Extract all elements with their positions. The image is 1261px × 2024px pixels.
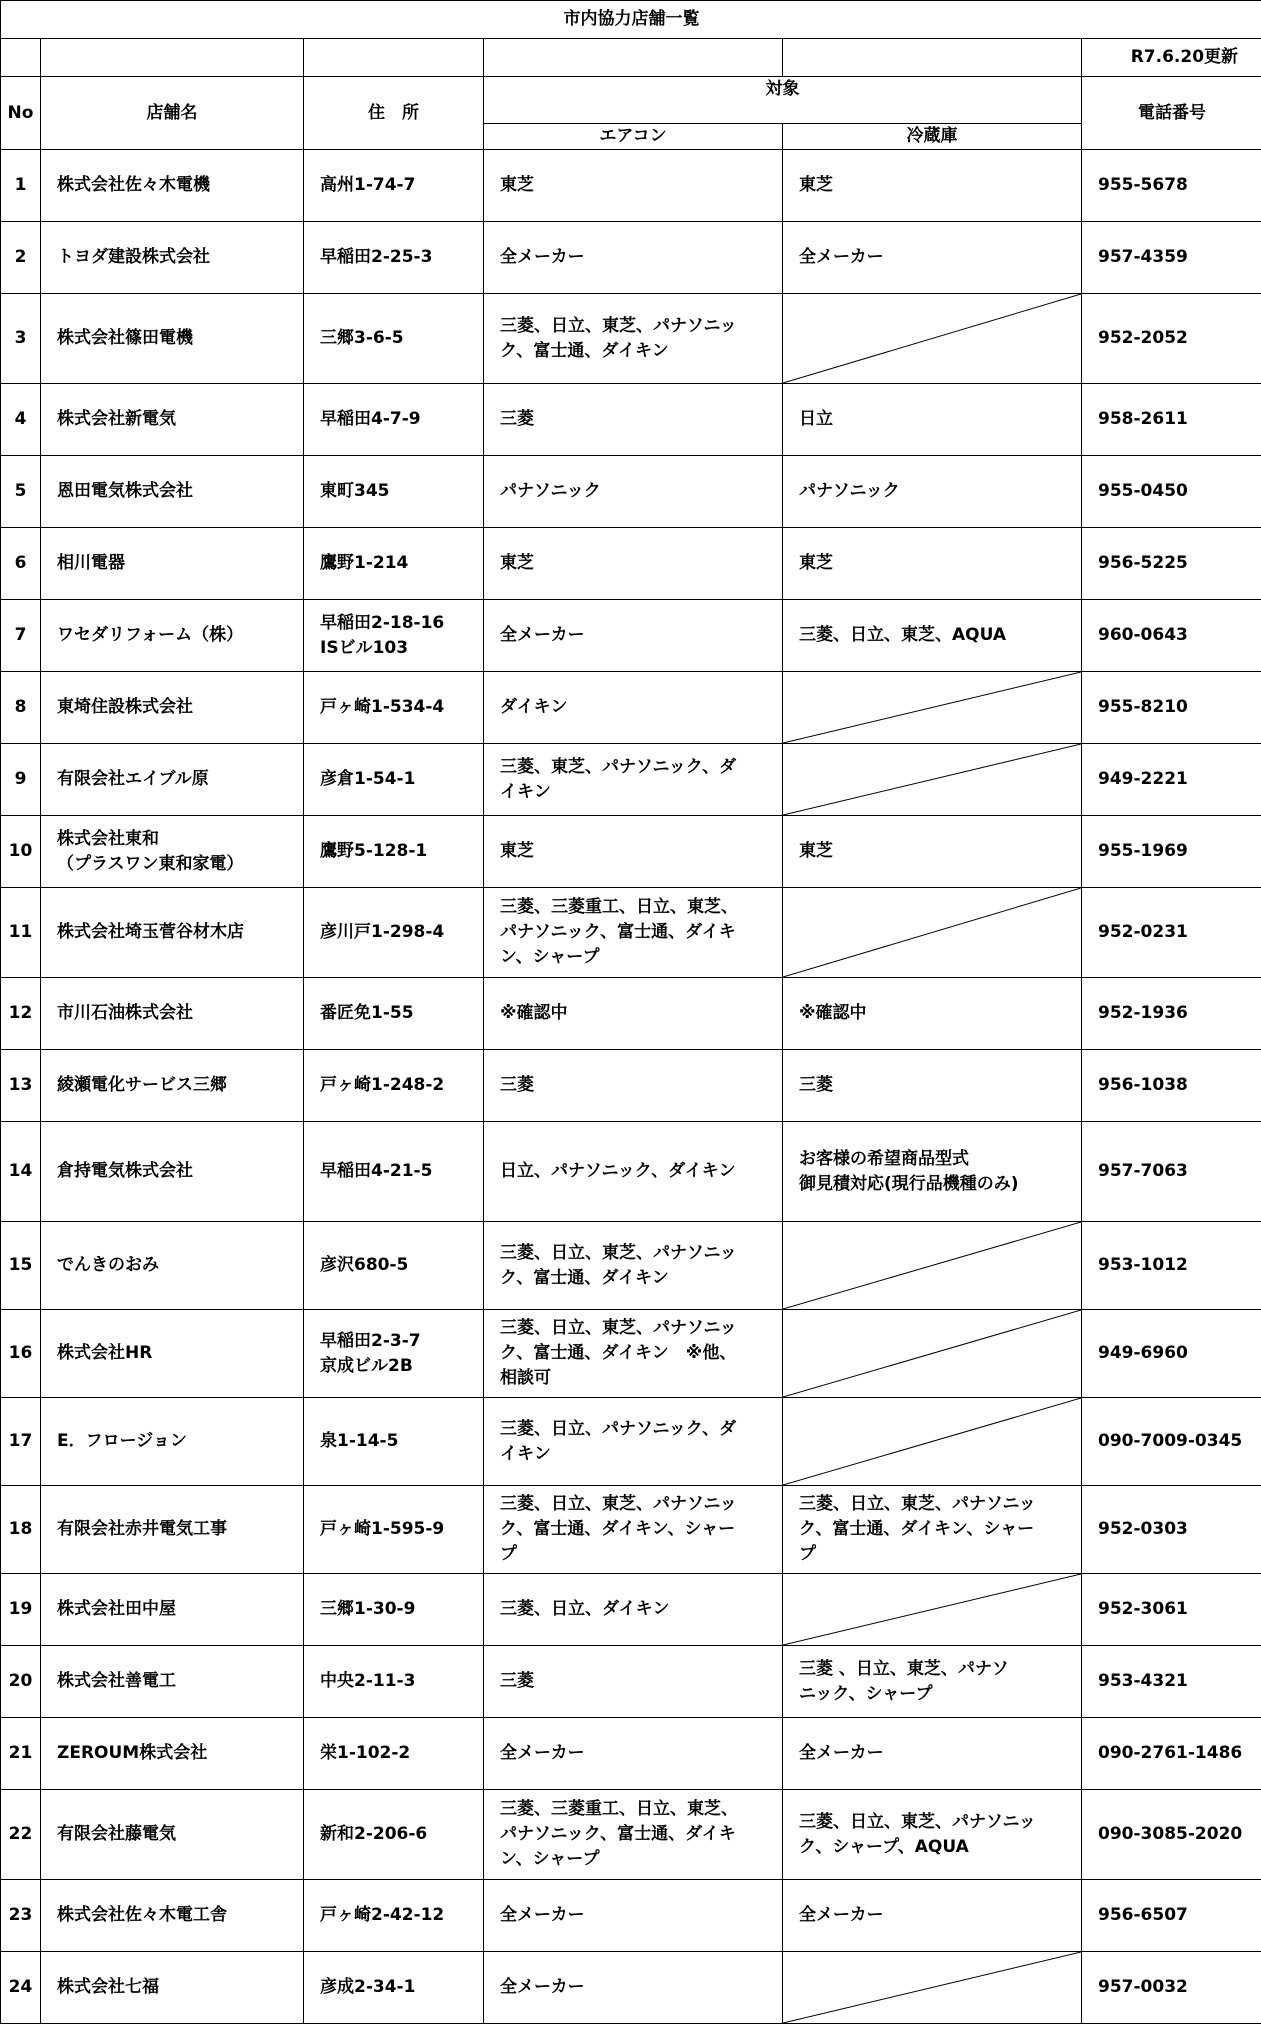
phone-number: 952-3061 — [1082, 1574, 1261, 1646]
fridge-makers: 三菱 、日立、東芝、パナソ ニック、シャープ — [783, 1646, 1082, 1718]
phone-number: 952-0231 — [1082, 888, 1261, 978]
store-name: ZEROUM株式会社 — [41, 1718, 304, 1790]
store-address: 三郷1-30-9 — [304, 1574, 484, 1646]
store-name: 有限会社エイブル原 — [41, 744, 304, 816]
fridge-not-applicable — [783, 1952, 1082, 2024]
store-address: 戸ヶ崎1-248-2 — [304, 1050, 484, 1122]
aircon-makers: 三菱、日立、東芝、パナソニッ ク、富士通、ダイキン — [484, 294, 783, 384]
store-address: 三郷3-6-5 — [304, 294, 484, 384]
aircon-makers: 東芝 — [484, 528, 783, 600]
aircon-makers: 全メーカー — [484, 222, 783, 294]
row-no: 24 — [1, 1952, 41, 2024]
row-no: 3 — [1, 294, 41, 384]
store-name: 株式会社善電工 — [41, 1646, 304, 1718]
row-no: 20 — [1, 1646, 41, 1718]
aircon-makers: 全メーカー — [484, 600, 783, 672]
fridge-makers: 全メーカー — [783, 222, 1082, 294]
table-row — [1, 888, 1261, 978]
diagonal-slash — [783, 744, 1081, 815]
store-address: 番匠免1-55 — [304, 978, 484, 1050]
table-row — [1, 1122, 1261, 1222]
store-name: でんきのおみ — [41, 1222, 304, 1310]
diagonal-line — [783, 744, 1081, 815]
phone-number: 953-1012 — [1082, 1222, 1261, 1310]
table-row — [1, 1718, 1261, 1790]
aircon-makers: 全メーカー — [484, 1718, 783, 1790]
aircon-makers: 日立、パナソニック、ダイキン — [484, 1122, 783, 1222]
store-address: 高州1-74-7 — [304, 150, 484, 222]
phone-number: 955-8210 — [1082, 672, 1261, 744]
aircon-makers: 東芝 — [484, 150, 783, 222]
diagonal-slash — [783, 672, 1081, 743]
table-row — [1, 1222, 1261, 1310]
store-name: 株式会社東和 （プラスワン東和家電） — [41, 816, 304, 888]
header-address: 住 所 — [304, 77, 484, 150]
fridge-not-applicable — [783, 1310, 1082, 1398]
row-no: 21 — [1, 1718, 41, 1790]
phone-number: 953-4321 — [1082, 1646, 1261, 1718]
store-address: 彦成2-34-1 — [304, 1952, 484, 2024]
phone-number: 090-3085-2020 — [1082, 1790, 1261, 1880]
store-name: 株式会社佐々木電工舎 — [41, 1880, 304, 1952]
store-address: 早稲田2-25-3 — [304, 222, 484, 294]
diagonal-slash — [783, 1398, 1081, 1485]
table-row — [1, 1952, 1261, 2024]
store-address: 鷹野5-128-1 — [304, 816, 484, 888]
header-name: 店舗名 — [41, 77, 304, 150]
diagonal-line — [783, 1310, 1081, 1397]
store-name: 株式会社HR — [41, 1310, 304, 1398]
fridge-makers: 日立 — [783, 384, 1082, 456]
table-row — [1, 1050, 1261, 1122]
store-name: 倉持電気株式会社 — [41, 1122, 304, 1222]
diagonal-line — [783, 1398, 1081, 1485]
store-address: 戸ヶ崎1-534-4 — [304, 672, 484, 744]
table-row — [1, 456, 1261, 528]
store-address: 早稲田4-21-5 — [304, 1122, 484, 1222]
phone-number: 960-0643 — [1082, 600, 1261, 672]
table-row — [1, 150, 1261, 222]
row-no: 15 — [1, 1222, 41, 1310]
store-name: 株式会社新電気 — [41, 384, 304, 456]
fridge-not-applicable — [783, 1574, 1082, 1646]
fridge-makers: 三菱、日立、東芝、パナソニッ ク、シャープ、AQUA — [783, 1790, 1082, 1880]
aircon-makers: 全メーカー — [484, 1952, 783, 2024]
phone-number: 957-0032 — [1082, 1952, 1261, 2024]
store-address: 早稲田2-18-16 ISビル103 — [304, 600, 484, 672]
phone-number: 952-1936 — [1082, 978, 1261, 1050]
table-row — [1, 744, 1261, 816]
store-name: 綾瀬電化サービス三郷 — [41, 1050, 304, 1122]
fridge-not-applicable — [783, 1222, 1082, 1310]
aircon-makers: 三菱、日立、東芝、パナソニッ ク、富士通、ダイキン、シャー プ — [484, 1486, 783, 1574]
fridge-not-applicable — [783, 294, 1082, 384]
store-name: 株式会社篠田電機 — [41, 294, 304, 384]
row-no: 4 — [1, 384, 41, 456]
phone-number: 952-2052 — [1082, 294, 1261, 384]
table-row — [1, 1646, 1261, 1718]
fridge-makers: 全メーカー — [783, 1718, 1082, 1790]
diagonal-line — [783, 672, 1081, 743]
phone-number: 090-2761-1486 — [1082, 1718, 1261, 1790]
table-row — [1, 1398, 1261, 1486]
store-name: 東埼住設株式会社 — [41, 672, 304, 744]
row-no: 1 — [1, 150, 41, 222]
store-name: 株式会社田中屋 — [41, 1574, 304, 1646]
aircon-makers: 三菱 — [484, 1646, 783, 1718]
diagonal-slash — [783, 1222, 1081, 1309]
fridge-makers: 三菱、日立、東芝、AQUA — [783, 600, 1082, 672]
header-no: No — [1, 77, 41, 150]
updated-date: R7.6.20更新 — [1082, 39, 1261, 77]
fridge-makers: 東芝 — [783, 816, 1082, 888]
table-row — [1, 1310, 1261, 1398]
store-name: 恩田電気株式会社 — [41, 456, 304, 528]
store-name: 株式会社佐々木電機 — [41, 150, 304, 222]
aircon-makers: 三菱、三菱重工、日立、東芝、 パナソニック、富士通、ダイキ ン、シャープ — [484, 888, 783, 978]
aircon-makers: 三菱、三菱重工、日立、東芝、 パナソニック、富士通、ダイキ ン、シャープ — [484, 1790, 783, 1880]
fridge-makers: 三菱 — [783, 1050, 1082, 1122]
aircon-makers: 全メーカー — [484, 1880, 783, 1952]
row-no: 18 — [1, 1486, 41, 1574]
aircon-makers: ダイキン — [484, 672, 783, 744]
row-no: 14 — [1, 1122, 41, 1222]
fridge-makers: 東芝 — [783, 528, 1082, 600]
table-row — [1, 600, 1261, 672]
header-target: 対象 — [484, 77, 1082, 124]
phone-number: 090-7009-0345 — [1082, 1398, 1261, 1486]
fridge-not-applicable — [783, 1398, 1082, 1486]
fridge-makers: お客様の希望商品型式 御見積対応(現行品機種のみ) — [783, 1122, 1082, 1222]
aircon-makers: ※確認中 — [484, 978, 783, 1050]
phone-number: 956-5225 — [1082, 528, 1261, 600]
table-row — [1, 1790, 1261, 1880]
phone-number: 956-1038 — [1082, 1050, 1261, 1122]
title-row — [1, 1, 1261, 39]
table-row — [1, 978, 1261, 1050]
fridge-makers: 東芝 — [783, 150, 1082, 222]
aircon-makers: 三菱、日立、パナソニック、ダ イキン — [484, 1398, 783, 1486]
table-row — [1, 1880, 1261, 1952]
row-no: 7 — [1, 600, 41, 672]
header-aircon: エアコン — [484, 124, 783, 150]
store-name: 市川石油株式会社 — [41, 978, 304, 1050]
store-address: 早稲田4-7-9 — [304, 384, 484, 456]
row-no: 9 — [1, 744, 41, 816]
row-no: 5 — [1, 456, 41, 528]
store-name: 株式会社埼玉菅谷材木店 — [41, 888, 304, 978]
row-no: 22 — [1, 1790, 41, 1880]
row-no: 19 — [1, 1574, 41, 1646]
store-address: 戸ヶ崎1-595-9 — [304, 1486, 484, 1574]
diagonal-slash — [783, 1952, 1081, 2023]
store-address: 栄1-102-2 — [304, 1718, 484, 1790]
phone-number: 957-4359 — [1082, 222, 1261, 294]
store-name: トヨダ建設株式会社 — [41, 222, 304, 294]
header-row — [1, 77, 1261, 124]
row-no: 17 — [1, 1398, 41, 1486]
store-address: 泉1-14-5 — [304, 1398, 484, 1486]
phone-number: 949-6960 — [1082, 1310, 1261, 1398]
phone-number: 957-7063 — [1082, 1122, 1261, 1222]
store-name: 有限会社藤電気 — [41, 1790, 304, 1880]
aircon-makers: 三菱、日立、東芝、パナソニッ ク、富士通、ダイキン ※他、 相談可 — [484, 1310, 783, 1398]
aircon-makers: 三菱、東芝、パナソニック、ダ イキン — [484, 744, 783, 816]
diagonal-slash — [783, 888, 1081, 977]
fridge-not-applicable — [783, 744, 1082, 816]
store-name: 相川電器 — [41, 528, 304, 600]
aircon-makers: パナソニック — [484, 456, 783, 528]
phone-number: 955-0450 — [1082, 456, 1261, 528]
store-address: 彦沢680-5 — [304, 1222, 484, 1310]
store-name: 株式会社七福 — [41, 1952, 304, 2024]
table-row — [1, 528, 1261, 600]
header-phone: 電話番号 — [1082, 77, 1261, 150]
store-name: E．フロージョン — [41, 1398, 304, 1486]
row-no: 23 — [1, 1880, 41, 1952]
aircon-makers: 三菱、日立、ダイキン — [484, 1574, 783, 1646]
table-row — [1, 222, 1261, 294]
table-row — [1, 1574, 1261, 1646]
store-address: 彦倉1-54-1 — [304, 744, 484, 816]
row-no: 13 — [1, 1050, 41, 1122]
fridge-makers: 三菱、日立、東芝、パナソニッ ク、富士通、ダイキン、シャー プ — [783, 1486, 1082, 1574]
fridge-makers: パナソニック — [783, 456, 1082, 528]
date-row — [1, 39, 1261, 77]
phone-number: 955-5678 — [1082, 150, 1261, 222]
diagonal-line — [783, 888, 1081, 977]
aircon-makers: 三菱 — [484, 384, 783, 456]
row-no: 6 — [1, 528, 41, 600]
diagonal-line — [783, 294, 1081, 383]
table-row — [1, 672, 1261, 744]
fridge-not-applicable — [783, 888, 1082, 978]
row-no: 12 — [1, 978, 41, 1050]
row-no: 2 — [1, 222, 41, 294]
table-row — [1, 294, 1261, 384]
phone-number: 949-2221 — [1082, 744, 1261, 816]
store-address: 鷹野1-214 — [304, 528, 484, 600]
phone-number: 958-2611 — [1082, 384, 1261, 456]
row-no: 8 — [1, 672, 41, 744]
phone-number: 956-6507 — [1082, 1880, 1261, 1952]
aircon-makers: 東芝 — [484, 816, 783, 888]
store-address: 東町345 — [304, 456, 484, 528]
aircon-makers: 三菱 — [484, 1050, 783, 1122]
row-no: 10 — [1, 816, 41, 888]
phone-number: 955-1969 — [1082, 816, 1261, 888]
store-address: 彦川戸1-298-4 — [304, 888, 484, 978]
diagonal-slash — [783, 1574, 1081, 1645]
fridge-not-applicable — [783, 672, 1082, 744]
fridge-makers: 全メーカー — [783, 1880, 1082, 1952]
fridge-makers: ※確認中 — [783, 978, 1082, 1050]
table-row — [1, 1486, 1261, 1574]
store-name: ワセダリフォーム（株） — [41, 600, 304, 672]
table-row — [1, 384, 1261, 456]
store-name: 有限会社赤井電気工事 — [41, 1486, 304, 1574]
table-row — [1, 816, 1261, 888]
store-address: 戸ヶ崎2-42-12 — [304, 1880, 484, 1952]
diagonal-line — [783, 1222, 1081, 1309]
diagonal-slash — [783, 294, 1081, 383]
aircon-makers: 三菱、日立、東芝、パナソニッ ク、富士通、ダイキン — [484, 1222, 783, 1310]
page-title: 市内協力店舗一覧 — [1, 1, 1261, 39]
row-no: 11 — [1, 888, 41, 978]
store-address: 早稲田2-3-7 京成ビル2B — [304, 1310, 484, 1398]
diagonal-line — [783, 1574, 1081, 1645]
diagonal-slash — [783, 1310, 1081, 1397]
phone-number: 952-0303 — [1082, 1486, 1261, 1574]
diagonal-line — [783, 1952, 1081, 2023]
header-fridge: 冷蔵庫 — [783, 124, 1082, 150]
store-address: 新和2-206-6 — [304, 1790, 484, 1880]
row-no: 16 — [1, 1310, 41, 1398]
store-address: 中央2-11-3 — [304, 1646, 484, 1718]
